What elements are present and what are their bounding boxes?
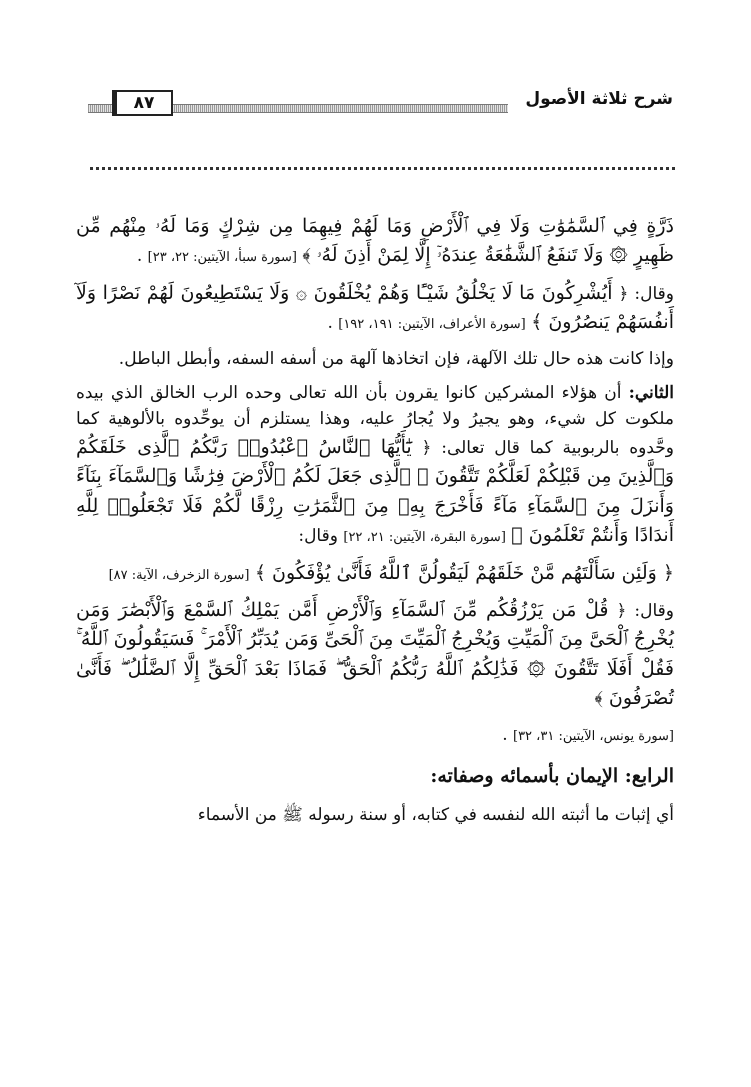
paragraph — [76, 722, 674, 748]
period: . — [327, 313, 333, 334]
intro-text: وقال: ﴿ — [616, 600, 675, 621]
quran-quote: يَٰٓأَيُّهَا ٱلنَّاسُ ٱعْبُدُوا۟ رَبَّكُمُ ٱلَّذِى خَلَقَكُمْ وَٱلَّذِينَ مِن قَبْلِكُمْ لَعَلَّكُمْ تَتَّقُونَ ۞ ٱلَّذِى جَعَلَ لَكُمُ ٱلْأَرْضَ فِرَٰشًا وَٱلسَّمَآءَ بِنَآءً وَأَنزَلَ مِنَ ٱلسَّمَآءِ مَآءً فَأَخْرَجَ بِهِۦ مِنَ ٱلثَّمَرَٰتِ رِزْقًا لَّكُمْ فَلَا تَجْعَلُوا۟ لِلَّهِ أَندَادًا وَأَنتُمْ تَعْلَمُونَ ﴾ — [76, 435, 674, 547]
surah-reference: [سورة سبأ، الآيتين: ٢٢، ٢٣] — [147, 250, 297, 266]
surah-reference: [سورة الأعراف، الآيتين: ١٩١، ١٩٢] — [338, 317, 526, 333]
quran-quote: ﴿ وَلَئِن سَأَلْتَهُم مَّنْ خَلَقَهُمْ لَيَقُولُنَّ ٱللَّهُ فَأَنَّىٰ يُؤْفَكُونَ ﴾ — [254, 561, 674, 584]
paragraph — [76, 279, 674, 338]
point-label: الثاني: — [628, 383, 674, 404]
quran-quote: ذَرَّةٍ فِي ٱلسَّمَٰوَٰتِ وَلَا فِي ٱلْأَرْضِ وَمَا لَهُمْ فِيهِمَا مِن شِرْكٍ وَمَا لَهُۥ مِنْهُم مِّن ظَهِيرٍ ۞ وَلَا تَنفَعُ ٱلشَّفَٰعَةُ عِندَهُۥٓ إِلَّا لِمَنْ أَذِنَ لَهُۥ ﴾ — [76, 215, 674, 267]
dotted-separator — [90, 167, 675, 170]
body-text: أن هؤلاء المشركين كانوا يقرون بأن الله تعالى وحده الرب الخالق الذي بيده ملكوت كل شيء، وهو يجيرُ ولا يُجارُ عليه، وهذا يستلزم أن يوحِّدوه بالألوهية كما وحَّدوه بالربوبية كما قال تعالى: ﴿ — [76, 383, 674, 458]
period: . — [502, 724, 508, 745]
surah-reference: [سورة البقرة، الآيتين: ٢١، ٢٢] — [343, 530, 506, 546]
surah-reference: [سورة الزخرف، الآية: ٨٧] — [108, 567, 250, 583]
quran-quote: أَيُشْرِكُونَ مَا لَا يَخْلُقُ شَيْـًٔا وَهُمْ يُخْلَقُونَ ۞ وَلَا يَسْتَطِيعُونَ لَهُمْ نَصْرًا وَلَآ أَنفُسَهُمْ يَنصُرُونَ ﴾ — [76, 281, 674, 334]
section-heading: الرابع: الإيمان بأسمائه وصفاته: — [430, 765, 674, 788]
paragraph: أي إثبات ما أثبته الله لنفسه في كتابه، أو سنة رسوله ﷺ من الأسماء — [197, 804, 674, 825]
quran-quote: قُلْ مَن يَرْزُقُكُم مِّنَ ٱلسَّمَآءِ وَٱلْأَرْضِ أَمَّن يَمْلِكُ ٱلسَّمْعَ وَٱلْأَبْصَٰرَ وَمَن يُخْرِجُ ٱلْحَىَّ مِنَ ٱلْمَيِّتِ وَيُخْرِجُ ٱلْمَيِّتَ مِنَ ٱلْحَىِّ وَمَن يُدَبِّرُ ٱلْأَمْرَ ۚ فَسَيَقُولُونَ ٱللَّهُ ۚ فَقُلْ أَفَلَا تَتَّقُونَ ۞ فَذَٰلِكُمُ ٱللَّهُ رَبُّكُمُ ٱلْحَقُّ ۖ فَمَاذَا بَعْدَ ٱلْحَقِّ إِلَّا ٱلضَّلَٰلُ ۖ فَأَنَّىٰ تُصْرَفُونَ ﴾ — [76, 598, 674, 710]
page-body — [76, 212, 674, 836]
intro-text: وقال: ﴿ — [618, 283, 674, 304]
paragraph — [76, 559, 674, 588]
paragraph — [76, 212, 674, 271]
paragraph — [76, 380, 674, 550]
body-text: وقال: — [298, 526, 338, 547]
page-header — [88, 88, 673, 114]
period: . — [136, 246, 143, 267]
surah-reference: [سورة يونس، الآيتين: ٣١، ٣٢] — [513, 728, 674, 744]
paragraph: وإذا كانت هذه حال تلك الآلهة، فإن اتخاذها آلهة من أسفه السفه، وأبطل الباطل. — [118, 348, 674, 369]
paragraph — [76, 596, 674, 714]
running-title: شرح ثلاثة الأصول — [525, 89, 673, 109]
page-number: ٨٧ — [112, 90, 173, 116]
